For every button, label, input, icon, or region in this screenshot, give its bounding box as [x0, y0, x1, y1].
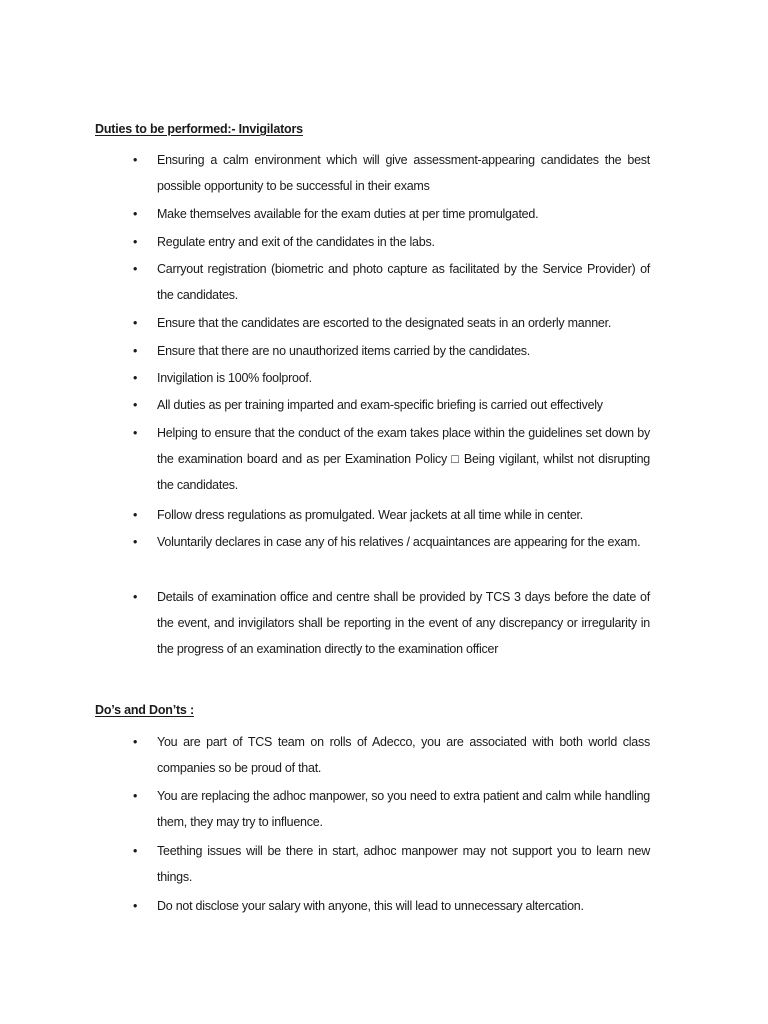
bullet-icon: • [133, 789, 138, 803]
bullet-icon: • [133, 235, 138, 249]
list-item-text: Make themselves available for the exam duties at per time promulgated. [157, 207, 539, 221]
bullet-icon: • [133, 508, 138, 522]
list-item-text: Helping to ensure that the conduct of the exam takes place within the guidelines set down by the examination board and as per Examination Policy □ Being vigilant, whilst not disrupting the candidates. [157, 426, 650, 492]
bullet-icon: • [133, 344, 138, 358]
bullet-icon: • [133, 590, 138, 604]
list-item-text: All duties as per training imparted and exam-specific briefing is carried out effectively [157, 398, 603, 412]
list-item-text: Follow dress regulations as promulgated. Wear jackets at all time while in center. [157, 508, 584, 522]
list-item-text: Do not disclose your salary with anyone, this will lead to unnecessary altercation. [157, 899, 584, 913]
list-item-text: Invigilation is 100% foolproof. [157, 371, 312, 385]
bullet-icon: • [133, 153, 138, 167]
bullet-icon: • [133, 899, 138, 913]
bullet-icon: • [133, 207, 138, 221]
list-item-text: Ensuring a calm environment which will give assessment-appearing candidates the best possible opportunity to be successful in their exams [157, 153, 650, 193]
list-item-text: Ensure that the candidates are escorted to the designated seats in an orderly manner. [157, 316, 612, 330]
bullet-icon: • [133, 735, 138, 749]
list-item-text: You are part of TCS team on rolls of Adecco, you are associated with both world class companies so be proud of that. [157, 735, 650, 775]
section-heading-dos-donts: Do’s and Don’ts : [95, 703, 194, 717]
list-item-text: You are replacing the adhoc manpower, so you need to extra patient and calm while handling them, they may try to influence. [157, 789, 650, 829]
bullet-icon: • [133, 535, 138, 549]
bullet-icon: • [133, 844, 138, 858]
bullet-icon: • [133, 371, 138, 385]
section-heading-duties: Duties to be performed:- Invigilators [95, 122, 303, 136]
list-item-text: Details of examination office and centre shall be provided by TCS 3 days before the date of the event, and invigilators shall be reporting in the event of any discrepancy or irregularity in the progress of an examination directly to the examination officer [157, 590, 650, 656]
bullet-icon: • [133, 316, 138, 330]
list-item-text: Carryout registration (biometric and photo capture as facilitated by the Service Provider) of the candidates. [157, 262, 650, 302]
bullet-icon: • [133, 426, 138, 440]
list-item-text: Ensure that there are no unauthorized items carried by the candidates. [157, 344, 531, 358]
list-item-text: Voluntarily declares in case any of his relatives / acquaintances are appearing for the exam. [157, 535, 641, 549]
bullet-icon: • [133, 262, 138, 276]
list-item-text: Regulate entry and exit of the candidates in the labs. [157, 235, 435, 249]
bullet-icon: • [133, 398, 138, 412]
list-item-text: Teething issues will be there in start, adhoc manpower may not support you to learn new things. [157, 844, 650, 884]
